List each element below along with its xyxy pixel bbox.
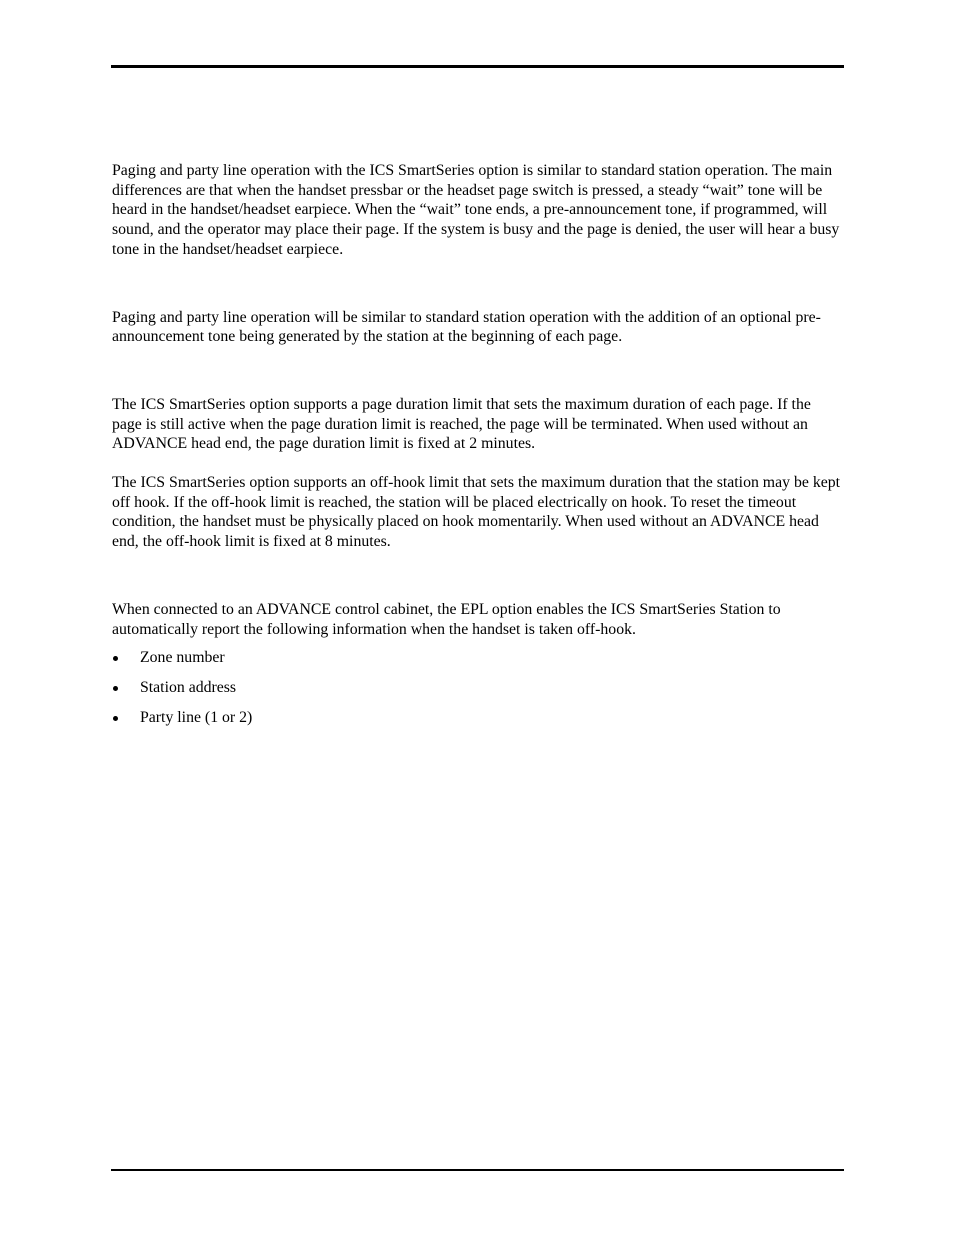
list-item: [112, 678, 842, 698]
paragraph-epl-option: When connected to an ADVANCE control cabinet, the EPL option enables the ICS SmartSeries Station to automatically report the following information when the handset is taken off-hook.: [112, 600, 781, 638]
list-item: [112, 708, 842, 728]
footer-rule: [111, 1169, 844, 1171]
paragraph-smartseries-operation: Paging and party line operation with the ICS SmartSeries option is similar to standard station operation. The main differences are that when the handset pressbar or the headset page switch is pressed, a steady “wait” tone will be heard in the handset/headset earpiece. When the “wait” tone ends, a pre-announcement tone, if programmed, will sound, and the operator may place their page. If the system is busy and the page is denied, the user will hear a busy tone in the handset/headset earpiece.: [112, 162, 840, 258]
list-item-text: Zone number: [140, 649, 225, 667]
bullet-icon: [113, 716, 118, 721]
list-item: [112, 648, 842, 668]
epl-report-list: [112, 648, 842, 728]
bullet-icon: [113, 656, 118, 661]
page-body: [112, 161, 842, 738]
header-rule: [111, 65, 844, 68]
paragraph-standard-operation: Paging and party line operation will be similar to standard station operation with the addition of an optional pre-announcement tone being generated by the station at the beginning of each page.: [112, 308, 821, 346]
bullet-icon: [113, 686, 118, 691]
paragraph-page-duration-limit: The ICS SmartSeries option supports a page duration limit that sets the maximum duration of each page. If the page is still active when the page duration limit is reached, the page will be terminated. When used without an ADVANCE head end, the page duration limit is fixed at 2 minutes.: [112, 395, 811, 453]
paragraph-off-hook-limit: The ICS SmartSeries option supports an off-hook limit that sets the maximum duration that the station may be kept off hook. If the off-hook limit is reached, the station will be placed electrically on hook. To reset the timeout condition, the handset must be physically placed on hook momentarily. When used without an ADVANCE head end, the off-hook limit is fixed at 8 minutes.: [112, 474, 841, 551]
list-item-text: Party line (1 or 2): [140, 709, 253, 727]
list-item-text: Station address: [140, 679, 237, 697]
